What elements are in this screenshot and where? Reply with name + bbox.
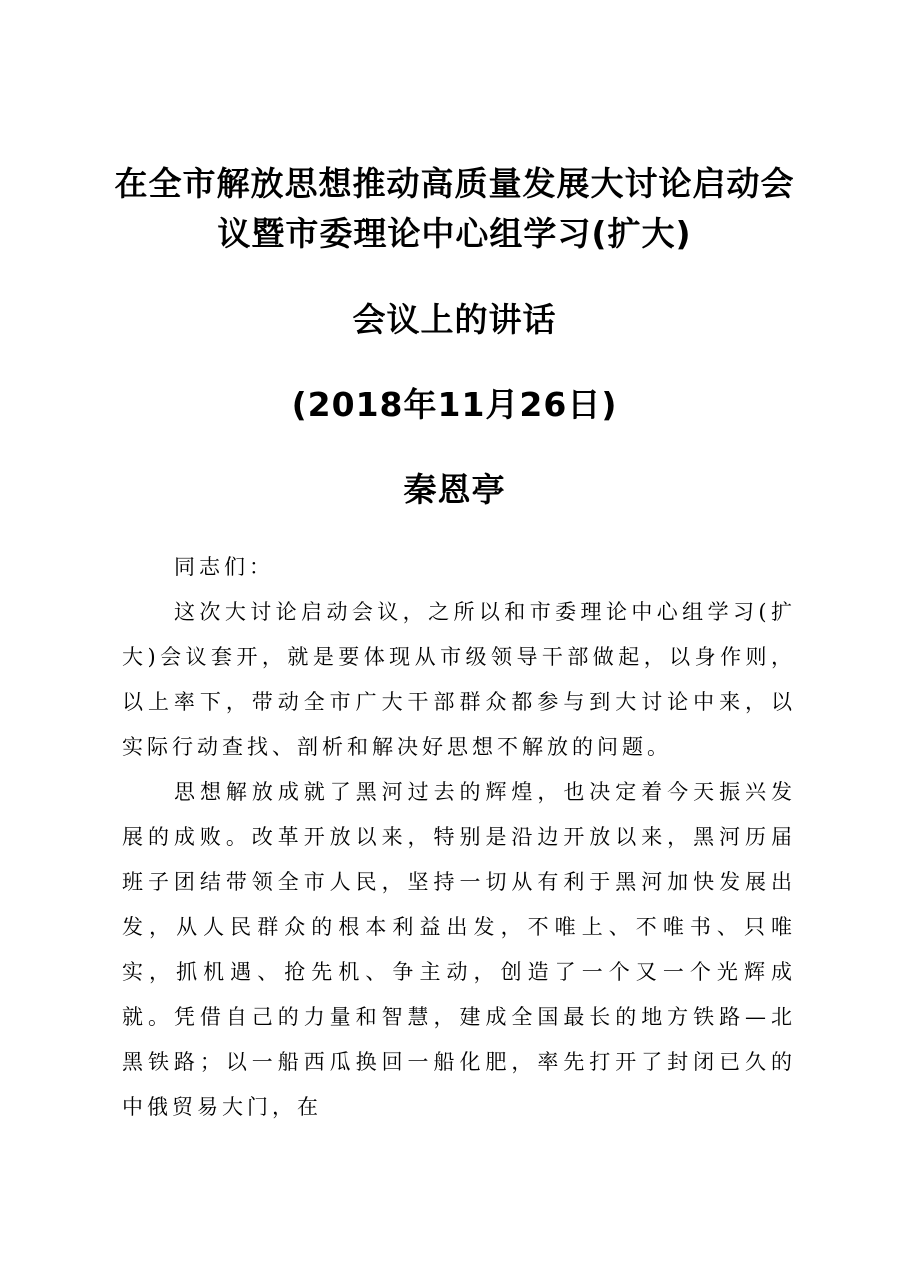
document-title-line-1: 在全市解放思想推动高质量发展大讨论启动会	[114, 164, 795, 203]
body-paragraph-1: 这次大讨论启动会议，之所以和市委理论中心组学习(扩大)会议套开，就是要体现从市级领导干部做起，以身作则，以上率下，带动全市广大干部群众都参与到大讨论中来，以实际行动查找、剖析和解决好思想不解放的问题。	[122, 600, 796, 759]
document-title-line-2: 议暨市委理论中心组学习(扩大)	[217, 214, 692, 253]
speaker-name: 秦恩亭	[403, 470, 506, 509]
salutation: 同志们：	[174, 555, 274, 579]
document-title-line-3: 会议上的讲话	[352, 300, 557, 339]
body-paragraph-2: 思想解放成就了黑河过去的辉煌，也决定着今天振兴发展的成败。改革开放以来，特别是沿边开放以来，黑河历届班子团结带领全市人民，坚持一切从有利于黑河加快发展出发，从人民群众的根本利益出发，不唯上、不唯书、只唯实，抓机遇、抢先机、争主动，创造了一个又一个光辉成就。凭借自己的力量和智慧，建成全国最长的地方铁路—北黑铁路；以一船西瓜换回一船化肥，率先打开了封闭已久的中俄贸易大门，在	[122, 780, 796, 1119]
speech-date: (2018年11月26日)	[291, 385, 618, 424]
